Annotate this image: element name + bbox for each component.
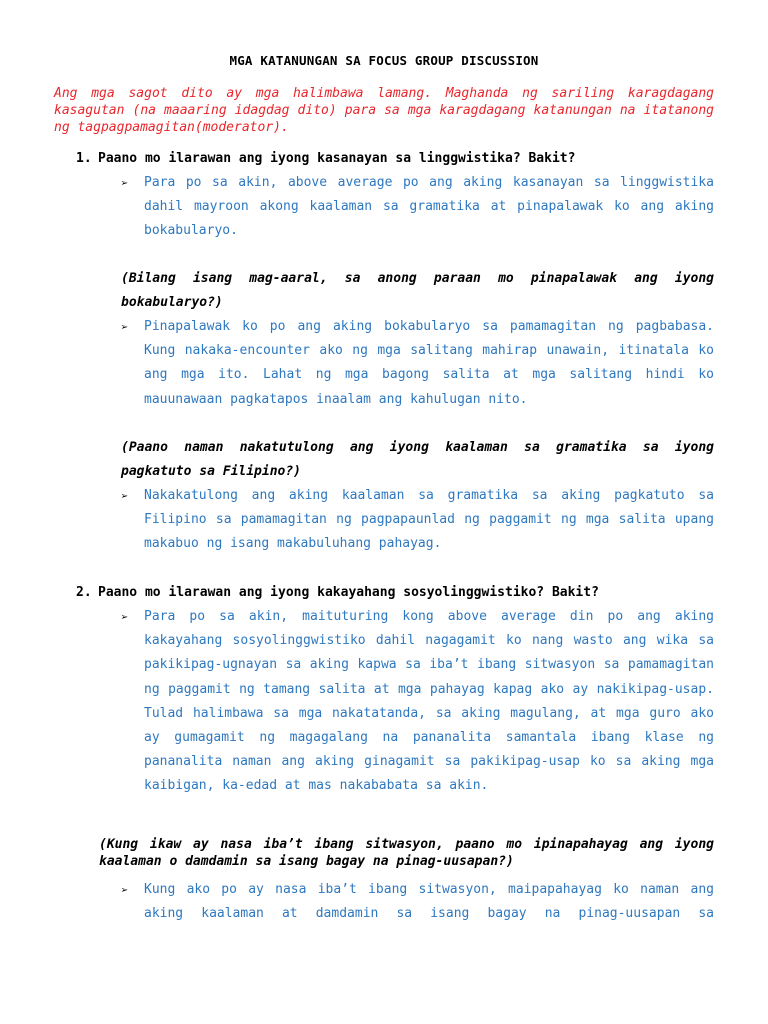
intro-note: Ang mga sagot dito ay mga halimbawa lamang. Maghanda ng sariling karagdagang kasagutan (na maaaring idagdag dito) para sa mga karagdagang katanungan na itatanong ng tagpagpamagitan(moderator).	[54, 86, 714, 135]
answer-1	[121, 171, 714, 244]
question-1	[76, 150, 575, 168]
answer-1b	[121, 484, 714, 557]
answer-1a-text: Pinapalawak ko po ang aking bokabularyo sa pamamagitan ng pagbabasa. Kung nakaka-encounter ako ng mga salitang mahirap unawain, itinatala ko ang mga ito. Lahat ng mga bagong salita at mga salitang hindi ko mauunawaan pagkatapos inaalam ang kahulugan nito.	[144, 319, 714, 407]
arrow-bullet-icon: ➢	[121, 610, 129, 624]
followup-1a: (Bilang isang mag-aaral, sa anong paraan mo pinapalawak ang iyong bokabularyo?)	[121, 271, 714, 311]
question-2-text: Paano mo ilarawan ang iyong kakayahang sosyolinggwistiko? Bakit?	[98, 585, 599, 600]
arrow-bullet-icon: ➢	[121, 489, 129, 503]
answer-1a	[121, 315, 714, 412]
question-1-number: 1.	[76, 151, 92, 166]
answer-2	[121, 605, 714, 799]
document-title: MGA KATANUNGAN SA FOCUS GROUP DISCUSSION	[229, 53, 539, 68]
question-2-number: 2.	[76, 585, 92, 600]
question-1-text: Paano mo ilarawan ang iyong kasanayan sa linggwistika? Bakit?	[98, 151, 576, 166]
followup-2a: (Kung ikaw ay nasa iba’t ibang sitwasyon, paano mo ipinapahayag ang iyong kaalaman o damdamin sa isang bagay na pinag-uusapan?)	[99, 837, 714, 869]
answer-2a	[121, 878, 714, 926]
answer-2-text: Para po sa akin, maituturing kong above average din po ang aking kakayahang sosyolinggwistiko dahil nagagamit ko nang wasto ang wika sa pakikipag-ugnayan sa aking kapwa sa iba’t ibang sitwasyon sa pamamagitan ng paggamit ng tamang salita at mga pahayag kapag ako ay nakikipag-usap. Tulad halimbawa sa mga nakatatanda, sa aking magulang, at mga guro ako ay gumagamit ng magagalang na pananalita samantala ibang klase ng pananalita naman ang aking ginagamit sa pakikipag-usap ko sa aking mga kaibigan, ka-edad at mas nakababata sa akin.	[144, 609, 714, 794]
answer-1-text: Para po sa akin, above average po ang aking kasanayan sa linggwistika dahil mayroon akong kaalaman sa gramatika at pinapalawak ko ang aking bokabularyo.	[144, 175, 714, 239]
followup-1b: (Paano naman nakatutulong ang iyong kaalaman sa gramatika sa iyong pagkatuto sa Filipino?)	[121, 440, 714, 480]
arrow-bullet-icon: ➢	[121, 883, 129, 897]
answer-2a-text: Kung ako po ay nasa iba’t ibang sitwasyon, maipapahayag ko naman ang aking kaalaman at damdamin sa isang bagay na pinag-uusapan sa	[144, 882, 714, 922]
arrow-bullet-icon: ➢	[121, 320, 129, 334]
answer-1b-text: Nakakatulong ang aking kaalaman sa gramatika sa aking pagkatuto sa Filipino sa pamamagitan ng pagpapaunlad ng paggamit ng mga salita upang makabuo ng isang makabuluhang pahayag.	[144, 488, 714, 552]
arrow-bullet-icon: ➢	[121, 176, 129, 190]
question-2	[76, 584, 599, 602]
